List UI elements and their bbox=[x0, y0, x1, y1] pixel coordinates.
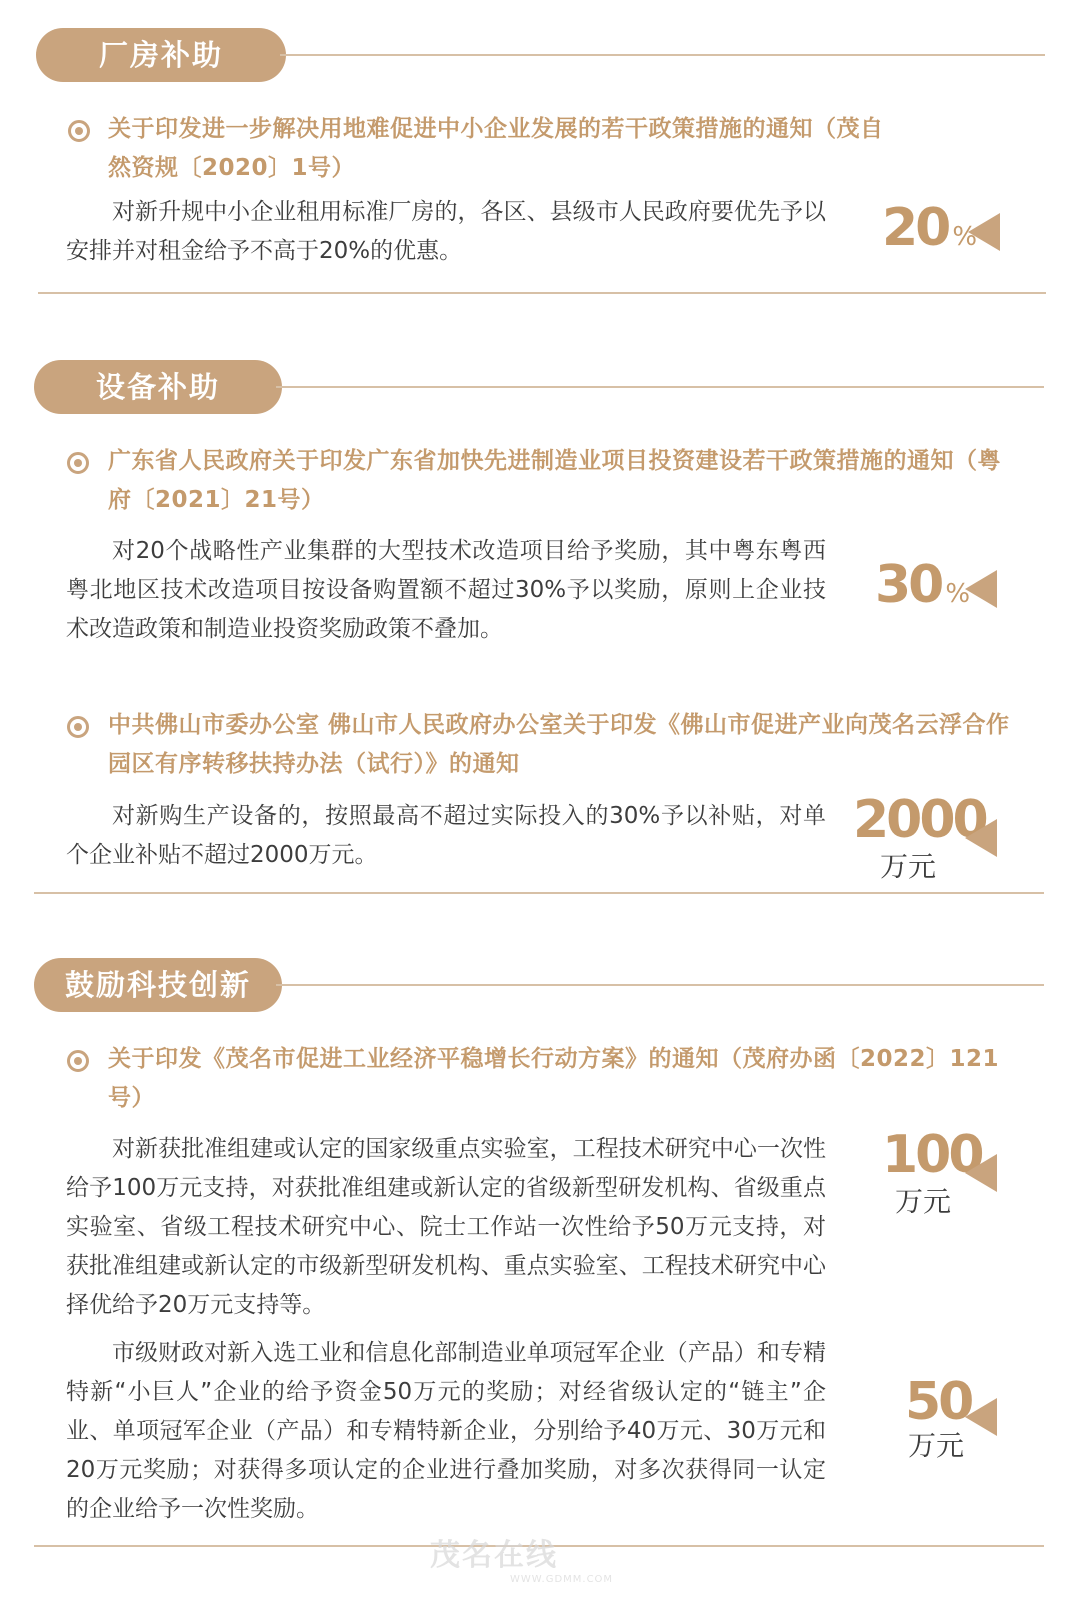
policy-title: 中共佛山市委办公室 佛山市人民政府办公室关于印发《佛山市促进产业向茂名云浮合作园区有序转移扶持办法（试行）》的通知 bbox=[108, 712, 1010, 777]
stat-number: 50 bbox=[905, 1372, 972, 1432]
stat-value bbox=[875, 555, 970, 615]
stat-value bbox=[905, 1372, 971, 1432]
policy-title: 关于印发进一步解决用地难促进中小企业发展的若干政策措施的通知（茂自然资规〔2020〕1号） bbox=[108, 116, 884, 181]
stat-number: 100 bbox=[882, 1125, 982, 1185]
policy-body: 对新购生产设备的，按照最高不超过实际投入的30%予以补贴，对单个企业补贴不超过2000万元。 bbox=[66, 803, 826, 868]
pointer-triangle-icon bbox=[965, 570, 997, 608]
stat-number: 2000 bbox=[853, 790, 986, 850]
section-divider bbox=[276, 984, 1044, 986]
stat-number: 30 bbox=[875, 555, 942, 615]
policy-title: 关于印发《茂名市促进工业经济平稳增长行动方案》的通知（茂府办函〔2022〕121号） bbox=[108, 1046, 1000, 1111]
section-header-factory-subsidy: 厂房补助 bbox=[36, 28, 286, 82]
policy-body: 对新升规中小企业租用标准厂房的，各区、县级市人民政府要优先予以安排并对租金给予不高于20%的优惠。 bbox=[66, 199, 826, 264]
stat-value bbox=[882, 198, 977, 258]
policy-body: 市级财政对新入选工业和信息化部制造业单项冠军企业（产品）和专精特新“小巨人”企业的给予资金50万元的奖励；对经省级认定的“链主”企业、单项冠军企业（产品）和专精特新企业，分别给予40万元、30万元和20万元奖励；对获得多项认定的企业进行叠加奖励，对多次获得同一认定的企业给予一次性奖励。 bbox=[66, 1340, 826, 1522]
stat-unit: % bbox=[945, 579, 971, 609]
section-rule bbox=[38, 292, 1046, 294]
policy-title: 广东省人民政府关于印发广东省加快先进制造业项目投资建设若干政策措施的通知（粤府〔2021〕21号） bbox=[108, 448, 1001, 513]
bullet-icon bbox=[67, 1050, 89, 1072]
stat-unit: 万元 bbox=[895, 1185, 952, 1218]
bullet-icon bbox=[67, 452, 89, 474]
watermark-url: WWW.GDMM.COM bbox=[510, 1574, 614, 1585]
watermark-text: 茂名在线 bbox=[430, 1538, 558, 1573]
section-header-tech-innovation: 鼓励科技创新 bbox=[34, 958, 282, 1012]
stat-unit: 万元 bbox=[908, 1429, 965, 1462]
stat-unit: % bbox=[952, 222, 978, 252]
pointer-triangle-icon bbox=[965, 819, 997, 857]
section-divider bbox=[280, 54, 1045, 56]
section-header-equipment-subsidy: 设备补助 bbox=[34, 360, 282, 414]
policy-body: 对20个战略性产业集群的大型技术改造项目给予奖励，其中粤东粤西粤北地区技术改造项目按设备购置额不超过30%予以奖励，原则上企业技术改造政策和制造业投资奖励政策不叠加。 bbox=[66, 538, 826, 642]
policy-body: 对新获批准组建或认定的国家级重点实验室，工程技术研究中心一次性给予100万元支持，对获批准组建或新认定的省级新型研发机构、省级重点实验室、省级工程技术研究中心、院士工作站一次性给予50万元支持，对获批准组建或新认定的市级新型研发机构、重点实验室、工程技术研究中心择优给予20万元支持等。 bbox=[66, 1136, 826, 1318]
pointer-triangle-icon bbox=[965, 1154, 997, 1192]
section-rule bbox=[34, 892, 1044, 894]
pointer-triangle-icon bbox=[968, 213, 1000, 251]
stat-unit: 万元 bbox=[880, 850, 937, 883]
bullet-icon bbox=[68, 120, 90, 142]
watermark-logo bbox=[430, 1530, 613, 1585]
bullet-icon bbox=[67, 716, 89, 738]
pointer-triangle-icon bbox=[965, 1398, 997, 1436]
stat-number: 20 bbox=[882, 198, 949, 258]
section-divider bbox=[276, 386, 1044, 388]
